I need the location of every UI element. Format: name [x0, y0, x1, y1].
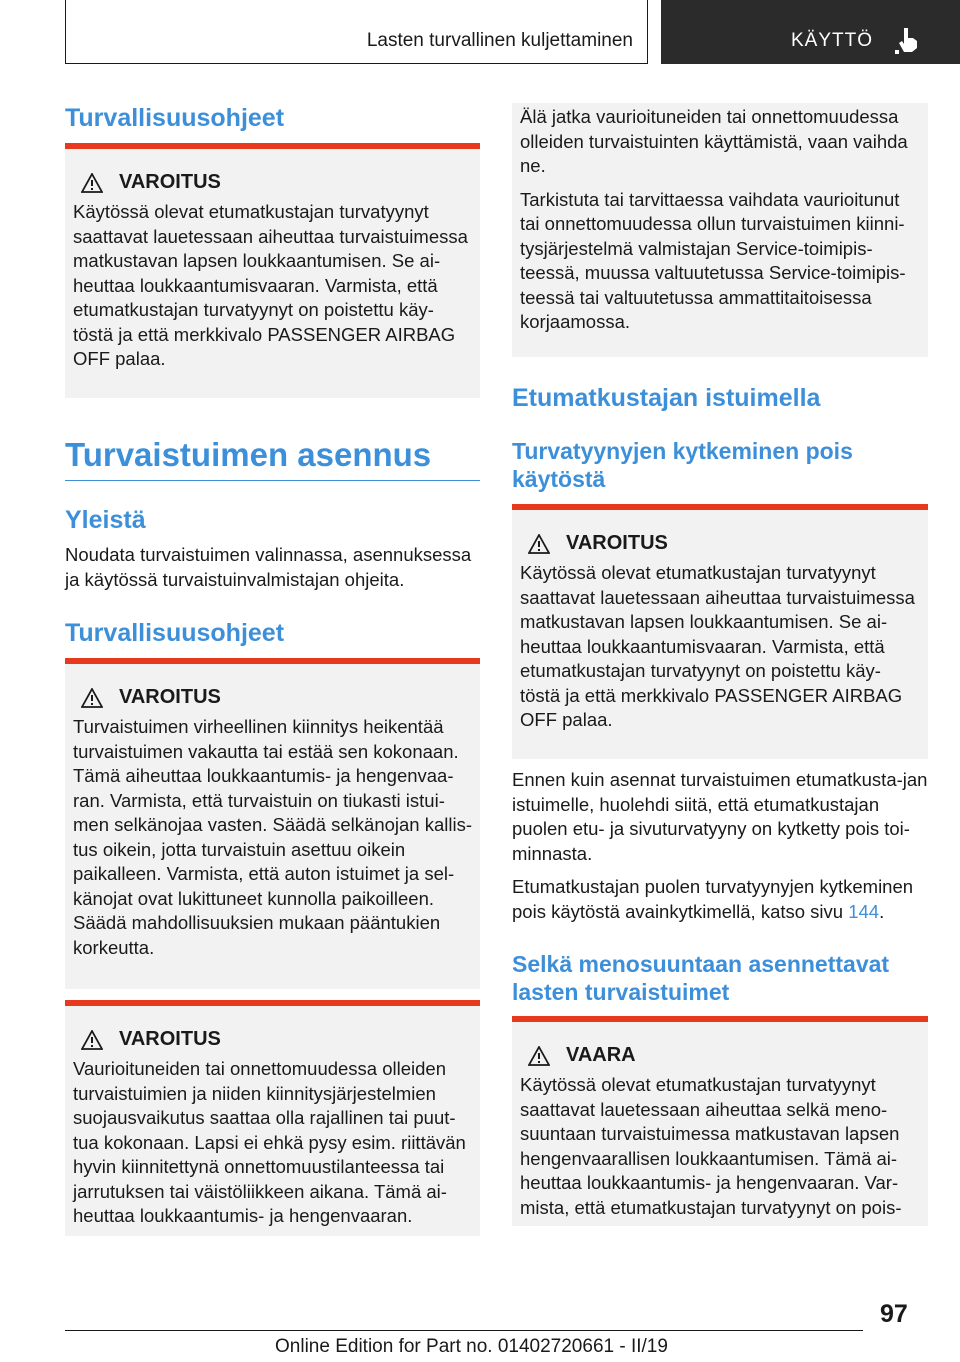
heading-front-passenger-seat: Etumatkustajan istuimella: [512, 384, 821, 412]
continuation-paragraph-1: Älä jatka vaurioituneiden tai onnettomuudessa olleiden turvaistuinten käyttämistä, vaan vaihda ne.: [520, 106, 908, 176]
warning-box-3: [65, 1000, 480, 1236]
heading-rule: [65, 480, 480, 481]
danger-label: VAARA: [566, 1044, 636, 1066]
heading-airbag-deactivation: Turvatyynyjen kytkeminen pois käytöstä: [512, 438, 853, 492]
warning-label: VAROITUS: [119, 686, 221, 708]
paragraph-end: .: [879, 900, 885, 922]
warning-triangle-icon: [81, 173, 103, 193]
header-section-box: [65, 0, 648, 64]
warning-text: Käytössä olevat etumatkustajan turvatyynyt saattavat lauetessaan aiheuttaa turvaistuimessa matkustavan lapsen loukkaantumisen. Se ai-heuttaa loukkaantumisvaaran. Varmista, että etumatkustajan turvatyynyt on poistettu käy-töstä ja että merkkivalo PASSENGER AIRBAG OFF palaa.: [520, 562, 915, 730]
footer-edition: Online Edition for Part no. 01402720661 - II/19: [275, 1336, 668, 1357]
warning-box-2: [65, 658, 480, 989]
heading-general: Yleistä: [65, 506, 146, 534]
paragraph-key-switch: [512, 875, 930, 924]
warning-triangle-icon: [81, 1030, 103, 1050]
warning-text: Turvaistuimen virheellinen kiinnitys heikentää turvaistuimen vakautta tai estää sen kokonaan. Tämä aiheuttaa loukkaantumis- ja hengenvaa-ran. Varmista, että turvaistuin on tiukasti istui-men selkänojaa vasten. Säädä selkänojan kallis-tus oikein, jotta turvaistuin asettuu oikein paikalleen. Varmista, että auton istuimet ja sel-känojat ovat lukittuneet kunnolla paikoilleen. Säädä mahdollisuuksien mukaan pääntukien korkeutta.: [73, 716, 473, 958]
general-text: Noudata turvaistuimen valinnassa, asennuksessa ja käytössä turvaistuinvalmistajan ohjeita.: [65, 544, 472, 590]
page-link[interactable]: 144: [848, 900, 880, 922]
heading-safety-instructions-1: Turvallisuusohjeet: [65, 104, 285, 132]
paragraph-before-install: Ennen kuin asennat turvaistuimen etumatkusta-jan istuimelle, huolehdi siitä, että etumatkustajan puolen etu- ja sivuturvatyyny on kytketty pois toi-minnasta.: [512, 769, 928, 864]
warning-text: Vaurioituneiden tai onnettomuudessa olleiden turvaistuimien ja niiden kiinnitysjärjestelmien suojausvaikutus saattaa olla rajallinen tai puut-tua kokonaan. Lapsi ei ehkä pysy esim. riittävän hyvin kiinnitettynä onnettomuustilanteessa tai jarrutuksen tai väistöliikkeen aikana. Tämä ai-heuttaa loukkaantumis- ja hengenvaaran.: [73, 1058, 466, 1226]
warning-triangle-icon: [528, 534, 550, 554]
paragraph-key-switch-text: Etumatkustajan puolen turvatyynyjen kytkeminen pois käytöstä avainkytkimellä, katso sivu: [512, 876, 914, 922]
warning-triangle-icon: [528, 1046, 550, 1066]
warning-header: [81, 171, 472, 194]
warning-text: Käytössä olevat etumatkustajan turvatyynyt saattavat lauetessaan aiheuttaa turvaistuimessa matkustavan lapsen loukkaantumisen. Se ai-heuttaa loukkaantumisvaaran. Varmista, että etumatkustajan turvatyynyt on poistettu käy-töstä ja että merkkivalo PASSENGER AIRBAG OFF palaa.: [73, 201, 468, 369]
warning-header: [528, 532, 920, 555]
heading-safety-instructions-2: Turvallisuusohjeet: [65, 619, 285, 647]
page-number: 97: [880, 1300, 908, 1328]
warning-header: [81, 686, 472, 709]
warning-box-1: [65, 143, 480, 398]
hand-pointer-icon: [895, 26, 921, 54]
warning-label: VAROITUS: [566, 532, 668, 554]
danger-box: [512, 1016, 928, 1226]
header-section-title: Lasten turvallinen kuljettaminen: [366, 30, 633, 51]
danger-text: Käytössä olevat etumatkustajan turvatyynyt saattavat lauetessaan aiheuttaa selkä meno-suuntaan turvaistuimessa matkustavan lapsen hengenvaarallisen loukkaantumisen. Tämä ai-heuttaa loukkaantumis- ja hengenvaaran. Var-mista, että etumatkustajan turvatyynyt on pois-: [520, 1074, 902, 1218]
warning-continuation-box: [512, 103, 928, 357]
footer-rule: [65, 1330, 863, 1331]
warning-header: [81, 1028, 472, 1051]
warning-label: VAROITUS: [119, 171, 221, 193]
heading-rear-facing-seats: Selkä menosuuntaan asennettavat lasten turvaistuimet: [512, 951, 890, 1005]
chapter-tab-label: KÄYTTÖ: [791, 30, 874, 51]
warning-label: VAROITUS: [119, 1028, 221, 1050]
warning-triangle-icon: [81, 688, 103, 708]
warning-box-4: [512, 504, 928, 759]
heading-seat-installation: Turvaistuimen asennus: [65, 436, 432, 473]
continuation-paragraph-2: Tarkistuta tai tarvittaessa vaihdata vaurioitunut tai onnettomuudessa ollun turvaistuimen kiinni-tysjärjestelmä valmistajan Service-toimipis-teessä, muussa valtuutetussa Service-toimipis-teessä tai valtuutetussa ammattitaitoisessa korjaamossa.: [520, 188, 906, 332]
danger-header: [528, 1044, 920, 1067]
